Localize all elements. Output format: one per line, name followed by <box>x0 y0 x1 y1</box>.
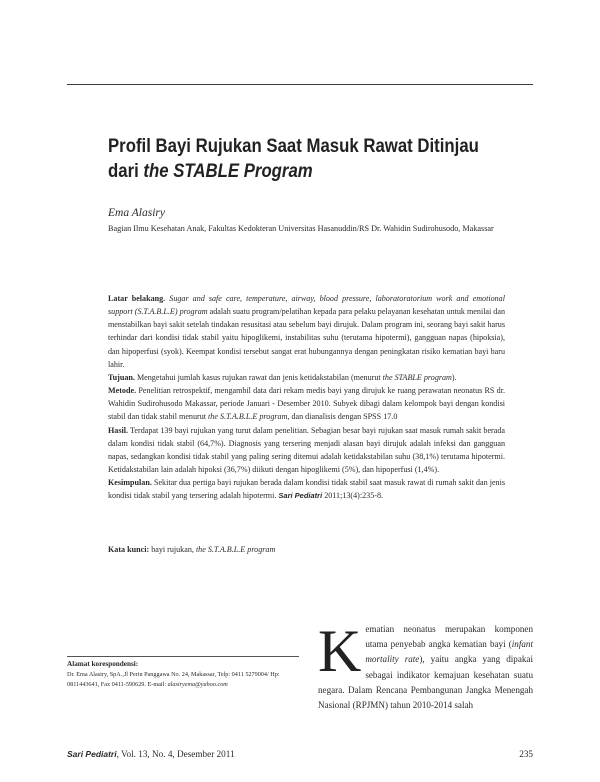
title-line-2-prefix: dari <box>108 160 144 182</box>
abstract <box>108 292 505 503</box>
title-line-2-italic: the STABLE Program <box>143 160 313 182</box>
page-footer <box>67 749 533 759</box>
top-rule <box>67 84 533 85</box>
footer-issue: , Vol. 13, No. 4, Desember 2011 <box>116 749 235 759</box>
correspondence-address: Dr. Ema Alasiry, SpA.,Jl Perin Panggawa No. 24, Makassar, Telp: 0411 5279004/ Hp: 0811443641, Fax 0411-590629. E-mail: <box>67 670 280 688</box>
abstract-objective: Tujuan. Mengetahui jumlah kasus rujukan rawat dan jenis ketidakstabilan (menurut the STABLE program). <box>108 372 457 382</box>
abstract-results: Hasil. Terdapat 139 bayi rujukan yang turut dalam penelitian. Sebagian besar bayi rujukan saat masuk rumah sakit berada dalam kondisi tidak stabil (64,7%). Diagnosis yang tersering menjadi alasan bayi dirujuk adalah infeksi dan gangguan napas, sedangkan kondisi tidak stabil yang paling sering ditemui adalah ketidakstabilan suhu (38,1%) terutama hipotermi. Ketidakstabilan lain adalah hipoksi (36,7%) diikuti dengan hipoglikemi (5%), dan hipoperfusi (1,4%). <box>108 425 505 475</box>
author-name: Ema Alasiry <box>108 207 165 219</box>
correspondence-email: alasiryema@yahoo.com <box>167 681 228 688</box>
abstract-methods: Metode. Penelitian retrospektif, mengambil data dari rekam medis bayi yang dirujuk ke ruang perawatan neonatus RS dr. Wahidin Sudirohusodo Makassar, periode Januari - Desember 2010. Subyek dibagi dalam kelompok bayi dengan kondisi stabil dan tidak stabil menurut the S.T.A.B.L.E program, dan dianalisis dengan SPSS 17.0 <box>108 386 505 422</box>
correspondence <box>67 656 299 691</box>
affiliation: Bagian Ilmu Kesehatan Anak, Fakultas Kedokteran Universitas Hasanuddin/RS Dr. Wahidin Sudirohusodo, Makassar <box>108 224 494 233</box>
keywords: Kata kunci: bayi rujukan, the S.T.A.B.L.E program <box>108 545 276 554</box>
abstract-conclusion: Kesimpulan. Sekitar dua pertiga bayi rujukan berada dalam kondisi tidak stabil saat masuk rawat di rumah sakit dan jenis kondisi tidak stabil yang tersering adalah hipotermi. Sari Pediatri 2011;13(4):235-8. <box>108 478 505 501</box>
correspondence-heading: Alamat korespondensi: <box>67 660 139 668</box>
article-title <box>108 134 478 184</box>
citation-details: 2011;13(4):235-8. <box>324 491 384 501</box>
title-line-1: Profil Bayi Rujukan Saat Masuk Rawat Ditinjau <box>108 135 479 157</box>
citation-journal: Sari Pediatri <box>278 491 323 501</box>
footer-journal: Sari Pediatri <box>67 749 117 759</box>
abstract-background: Latar belakang. Sugar and safe care, temperature, airway, blood pressure, laboratoratorium work and emotional support (S.T.A.B.L.E) program adalah suatu program/pelatihan kepada para pelaku pelayanan kesehatan untuk menilai dan menstabilkan bayi sakit setelah tindakan resusitasi atau sebelum bayi dirujuk. Dalam program ini, seorang bayi sakit harus terhindar dari kondisi tidak stabil yaitu hipoglikemi, instabilitas suhu (terutama hipotermi), gangguan napas (hipoksia), dan hipoperfusi (syok). Keempat kondisi tersebut sangat erat hubungannya dengan peningkatan risiko kematian bayi baru lahir. <box>108 294 505 369</box>
drop-cap: K <box>318 618 362 684</box>
page-number: 235 <box>519 749 533 759</box>
body-text: Kematian neonatus merupakan komponen utama penyebab angka kematian bayi (infant mortality rate), yaitu angka yang dipakai sebagai indikator kemajuan kesehatan suatu negara. Dalam Rencana Pembangunan Jangka Menengah Nasional (RPJMN) tahun 2010-2014 salah <box>318 618 533 711</box>
